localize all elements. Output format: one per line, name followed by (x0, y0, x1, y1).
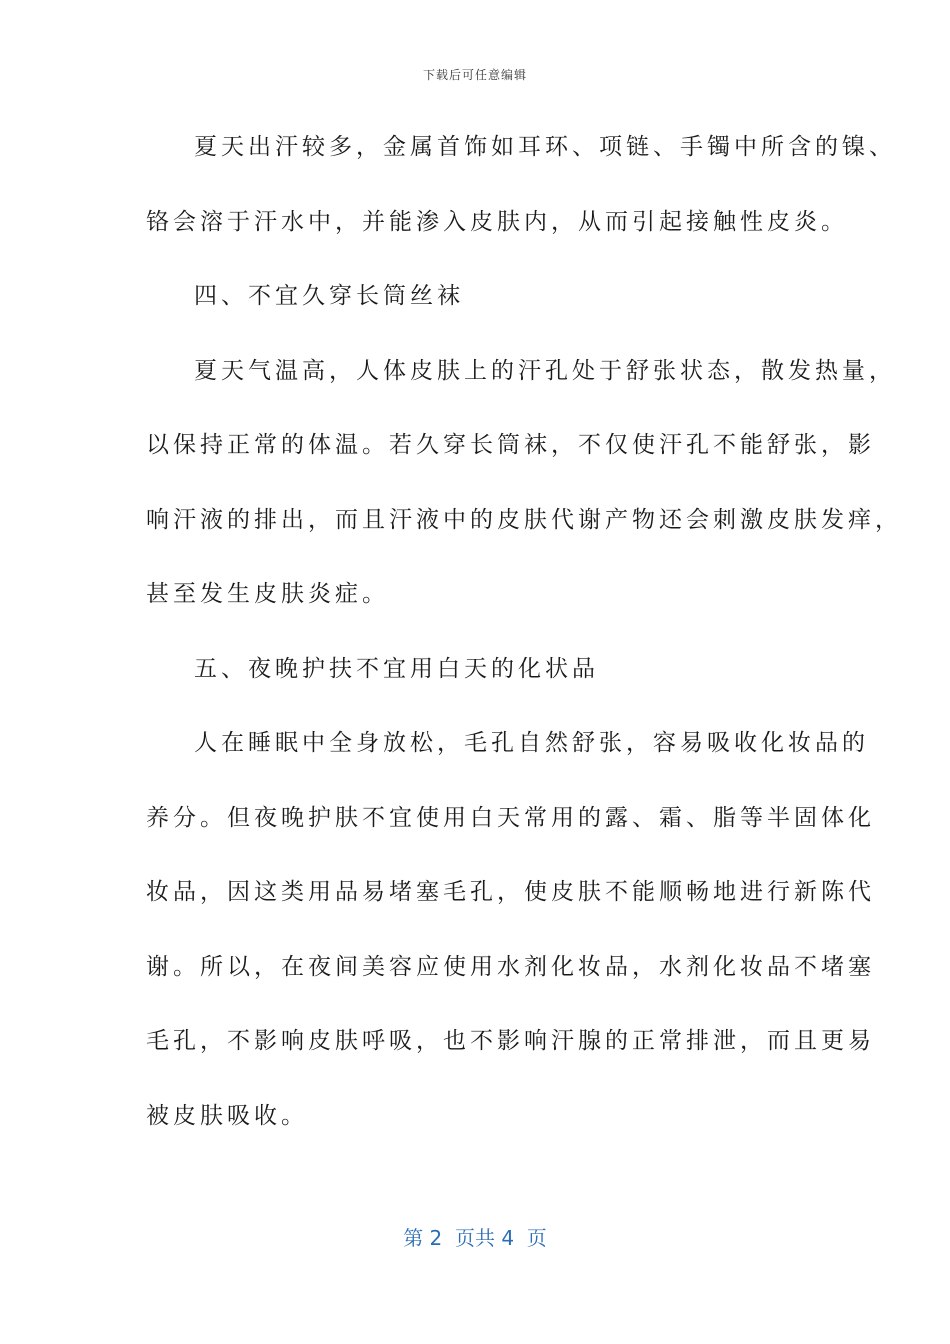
document-body (146, 110, 902, 1153)
paragraph-line: 毛孔，不影响皮肤呼吸，也不影响汗腺的正常排泄，而且更易 (146, 1028, 875, 1054)
page-number: 第 2 页共 4 页 (403, 1226, 547, 1250)
paragraph-line: 夏天出汗较多，金属首饰如耳环、项链、手镯中所含的镍、 (194, 134, 896, 160)
paragraph-line: 谢。所以，在夜间美容应使用水剂化妆品，水剂化妆品不堵塞 (146, 953, 875, 980)
paragraph-line: 铬会溶于汗水中，并能渗入皮肤内，从而引起接触性皮炎。 (146, 208, 848, 235)
section-heading: 四、不宜久穿长筒丝袜 (194, 283, 464, 309)
paragraph-line: 夏天气温高，人体皮肤上的汗孔处于舒张状态，散发热量， (194, 357, 896, 384)
paragraph-line: 响汗液的排出，而且汗液中的皮肤代谢产物还会刺激皮肤发痒， (146, 506, 902, 533)
paragraph-line: 妆品，因这类用品易堵塞毛孔，使皮肤不能顺畅地进行新陈代 (146, 879, 875, 905)
paragraph-line: 人在睡眠中全身放松，毛孔自然舒张，容易吸收化妆品的 (194, 730, 869, 756)
header-note: 下载后可任意编辑 (422, 68, 527, 82)
section-heading: 五、夜晚护扶不宜用白天的化状品 (194, 655, 599, 682)
paragraph-line: 被皮肤吸收。 (146, 1102, 308, 1129)
paragraph-line: 养分。但夜晚护肤不宜使用白天常用的露、霜、脂等半固体化 (146, 804, 875, 831)
paragraph-line: 甚至发生皮肤炎症。 (146, 581, 389, 607)
paragraph-line: 以保持正常的体温。若久穿长筒袜，不仅使汗孔不能舒张，影 (146, 432, 875, 458)
